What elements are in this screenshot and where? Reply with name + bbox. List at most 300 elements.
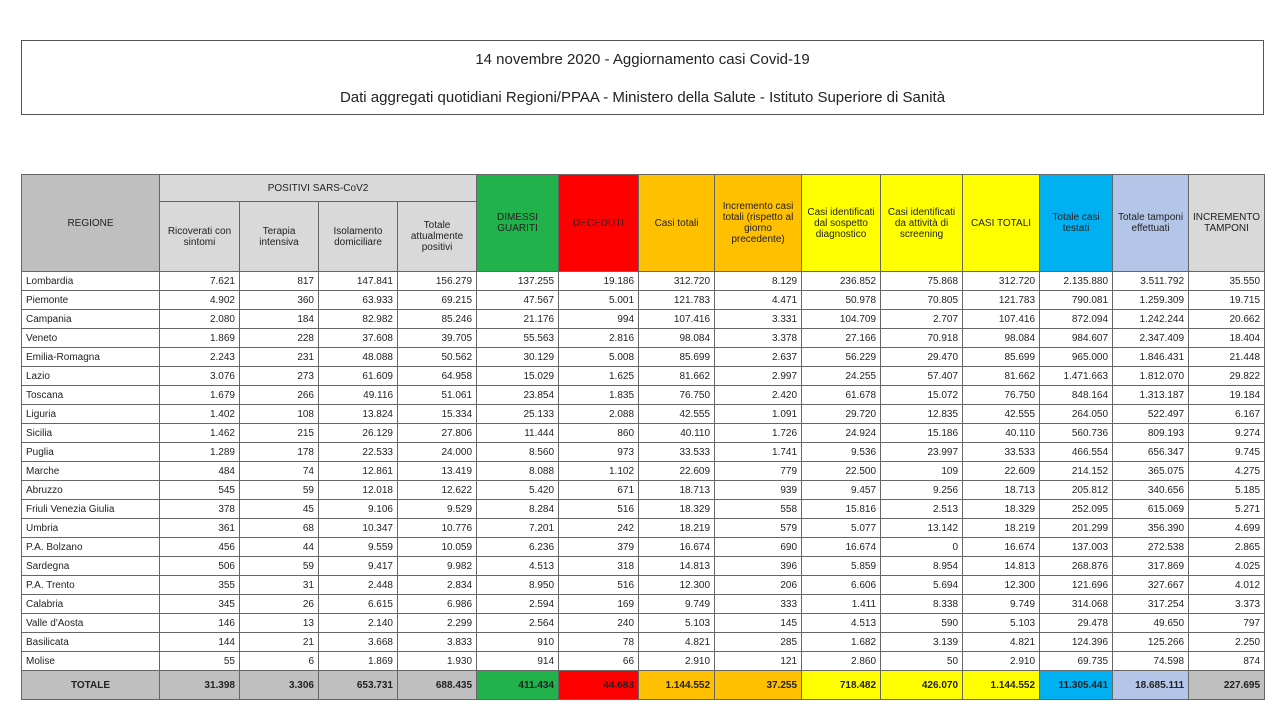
table-cell: 50.978 bbox=[802, 291, 881, 310]
table-row bbox=[22, 595, 1265, 614]
table-cell: 285 bbox=[715, 633, 802, 652]
table-cell: 70.805 bbox=[881, 291, 963, 310]
table-cell: 7.621 bbox=[160, 272, 240, 291]
region-name-cell: Piemonte bbox=[22, 291, 160, 310]
table-cell: 809.193 bbox=[1113, 424, 1189, 443]
table-cell: 121 bbox=[715, 652, 802, 671]
table-cell: 12.300 bbox=[639, 576, 715, 595]
totals-cell: 653.731 bbox=[319, 671, 398, 700]
totals-cell: 688.435 bbox=[398, 671, 477, 700]
table-cell: 15.029 bbox=[477, 367, 559, 386]
table-cell: 656.347 bbox=[1113, 443, 1189, 462]
table-cell: 2.637 bbox=[715, 348, 802, 367]
table-cell: 125.266 bbox=[1113, 633, 1189, 652]
table-cell: 12.018 bbox=[319, 481, 398, 500]
table-cell: 690 bbox=[715, 538, 802, 557]
table-cell: 18.219 bbox=[963, 519, 1040, 538]
table-cell: 9.982 bbox=[398, 557, 477, 576]
table-cell: 252.095 bbox=[1040, 500, 1113, 519]
table-cell: 994 bbox=[559, 310, 639, 329]
table-cell: 13.142 bbox=[881, 519, 963, 538]
table-cell: 272.538 bbox=[1113, 538, 1189, 557]
table-cell: 365.075 bbox=[1113, 462, 1189, 481]
table-cell: 4.699 bbox=[1189, 519, 1265, 538]
table-cell: 64.958 bbox=[398, 367, 477, 386]
totals-cell: 426.070 bbox=[881, 671, 963, 700]
table-cell: 9.559 bbox=[319, 538, 398, 557]
table-cell: 9.106 bbox=[319, 500, 398, 519]
table-cell: 266 bbox=[240, 386, 319, 405]
col-header-total-cases: Casi totali bbox=[639, 175, 715, 272]
table-cell: 2.243 bbox=[160, 348, 240, 367]
table-cell: 8.284 bbox=[477, 500, 559, 519]
table-cell: 10.059 bbox=[398, 538, 477, 557]
table-row bbox=[22, 481, 1265, 500]
table-cell: 205.812 bbox=[1040, 481, 1113, 500]
table-cell: 1.625 bbox=[559, 367, 639, 386]
table-cell: 69.735 bbox=[1040, 652, 1113, 671]
table-cell: 70.918 bbox=[881, 329, 963, 348]
table-cell: 215 bbox=[240, 424, 319, 443]
table-cell: 268.876 bbox=[1040, 557, 1113, 576]
table-cell: 466.554 bbox=[1040, 443, 1113, 462]
table-cell: 50 bbox=[881, 652, 963, 671]
table-cell: 3.833 bbox=[398, 633, 477, 652]
table-cell: 0 bbox=[881, 538, 963, 557]
table-cell: 8.338 bbox=[881, 595, 963, 614]
table-cell: 516 bbox=[559, 576, 639, 595]
table-cell: 12.622 bbox=[398, 481, 477, 500]
table-cell: 3.373 bbox=[1189, 595, 1265, 614]
table-cell: 9.749 bbox=[639, 595, 715, 614]
table-cell: 29.478 bbox=[1040, 614, 1113, 633]
table-cell: 49.650 bbox=[1113, 614, 1189, 633]
table-cell: 29.720 bbox=[802, 405, 881, 424]
table-row bbox=[22, 652, 1265, 671]
table-cell: 1.242.244 bbox=[1113, 310, 1189, 329]
table-cell: 145 bbox=[715, 614, 802, 633]
table-cell: 2.594 bbox=[477, 595, 559, 614]
totals-cell: 227.695 bbox=[1189, 671, 1265, 700]
table-cell: 516 bbox=[559, 500, 639, 519]
table-cell: 2.834 bbox=[398, 576, 477, 595]
table-row bbox=[22, 405, 1265, 424]
table-cell: 9.745 bbox=[1189, 443, 1265, 462]
table-cell: 1.091 bbox=[715, 405, 802, 424]
table-cell: 558 bbox=[715, 500, 802, 519]
table-cell: 39.705 bbox=[398, 329, 477, 348]
table-cell: 240 bbox=[559, 614, 639, 633]
table-cell: 1.869 bbox=[160, 329, 240, 348]
table-cell: 545 bbox=[160, 481, 240, 500]
table-cell: 872.094 bbox=[1040, 310, 1113, 329]
table-cell: 4.012 bbox=[1189, 576, 1265, 595]
table-cell: 5.271 bbox=[1189, 500, 1265, 519]
table-cell: 40.110 bbox=[963, 424, 1040, 443]
table-cell: 85.246 bbox=[398, 310, 477, 329]
table-cell: 44 bbox=[240, 538, 319, 557]
table-cell: 16.674 bbox=[802, 538, 881, 557]
table-cell: 5.859 bbox=[802, 557, 881, 576]
table-cell: 973 bbox=[559, 443, 639, 462]
region-name-cell: P.A. Bolzano bbox=[22, 538, 160, 557]
table-cell: 2.250 bbox=[1189, 633, 1265, 652]
table-cell: 317.869 bbox=[1113, 557, 1189, 576]
table-cell: 1.682 bbox=[802, 633, 881, 652]
table-cell: 121.696 bbox=[1040, 576, 1113, 595]
table-cell: 22.609 bbox=[639, 462, 715, 481]
table-cell: 2.299 bbox=[398, 614, 477, 633]
table-cell: 146 bbox=[160, 614, 240, 633]
region-name-cell: Valle d'Aosta bbox=[22, 614, 160, 633]
table-cell: 3.331 bbox=[715, 310, 802, 329]
col-header-home-isolation: Isolamento domiciliare bbox=[319, 202, 398, 272]
region-name-cell: Basilicata bbox=[22, 633, 160, 652]
table-cell: 109 bbox=[881, 462, 963, 481]
region-name-cell: Liguria bbox=[22, 405, 160, 424]
table-cell: 9.457 bbox=[802, 481, 881, 500]
col-header-tested: Totale casi testati bbox=[1040, 175, 1113, 272]
table-cell: 3.511.792 bbox=[1113, 272, 1189, 291]
region-name-cell: Puglia bbox=[22, 443, 160, 462]
table-cell: 14.813 bbox=[639, 557, 715, 576]
table-cell: 51.061 bbox=[398, 386, 477, 405]
table-cell: 939 bbox=[715, 481, 802, 500]
table-cell: 817 bbox=[240, 272, 319, 291]
table-cell: 242 bbox=[559, 519, 639, 538]
table-row bbox=[22, 500, 1265, 519]
report-title: 14 novembre 2020 - Aggiornamento casi Covid-19 bbox=[475, 51, 810, 68]
table-row bbox=[22, 329, 1265, 348]
table-cell: 6.606 bbox=[802, 576, 881, 595]
table-cell: 59 bbox=[240, 557, 319, 576]
report-subtitle: Dati aggregati quotidiani Regioni/PPAA - Ministero della Salute - Istituto Superiore di Sanità bbox=[339, 89, 946, 106]
table-row bbox=[22, 348, 1265, 367]
region-name-cell: Emilia-Romagna bbox=[22, 348, 160, 367]
table-cell: 2.997 bbox=[715, 367, 802, 386]
covid-regions-table bbox=[21, 174, 1265, 700]
table-cell: 5.103 bbox=[639, 614, 715, 633]
report-title-box bbox=[21, 40, 1264, 115]
table-cell: 27.806 bbox=[398, 424, 477, 443]
table-cell: 4.821 bbox=[963, 633, 1040, 652]
table-row bbox=[22, 633, 1265, 652]
table-cell: 81.662 bbox=[639, 367, 715, 386]
table-cell: 107.416 bbox=[963, 310, 1040, 329]
table-cell: 85.699 bbox=[639, 348, 715, 367]
table-cell: 68 bbox=[240, 519, 319, 538]
table-cell: 360 bbox=[240, 291, 319, 310]
table-cell: 104.709 bbox=[802, 310, 881, 329]
table-cell: 4.513 bbox=[802, 614, 881, 633]
table-cell: 579 bbox=[715, 519, 802, 538]
region-name-cell: Sicilia bbox=[22, 424, 160, 443]
table-cell: 81.662 bbox=[963, 367, 1040, 386]
table-cell: 24.924 bbox=[802, 424, 881, 443]
table-cell: 1.259.309 bbox=[1113, 291, 1189, 310]
table-cell: 4.821 bbox=[639, 633, 715, 652]
col-header-screening-cases: Casi identificati da attività di screening bbox=[881, 175, 963, 272]
table-cell: 1.869 bbox=[319, 652, 398, 671]
table-cell: 178 bbox=[240, 443, 319, 462]
table-cell: 2.860 bbox=[802, 652, 881, 671]
table-cell: 790.081 bbox=[1040, 291, 1113, 310]
table-row bbox=[22, 519, 1265, 538]
region-name-cell: Calabria bbox=[22, 595, 160, 614]
col-header-hospitalized: Ricoverati con sintomi bbox=[160, 202, 240, 272]
col-header-case-increase: Incremento casi totali (rispetto al giorno precedente) bbox=[715, 175, 802, 272]
table-row bbox=[22, 576, 1265, 595]
table-cell: 3.139 bbox=[881, 633, 963, 652]
table-cell: 5.103 bbox=[963, 614, 1040, 633]
table-cell: 910 bbox=[477, 633, 559, 652]
table-cell: 26 bbox=[240, 595, 319, 614]
col-header-current-positives: Totale attualmente positivi bbox=[398, 202, 477, 272]
table-cell: 18.219 bbox=[639, 519, 715, 538]
table-cell: 15.334 bbox=[398, 405, 477, 424]
col-header-intensive-care: Terapia intensiva bbox=[240, 202, 319, 272]
table-cell: 10.776 bbox=[398, 519, 477, 538]
region-name-cell: Marche bbox=[22, 462, 160, 481]
totals-label: TOTALE bbox=[22, 671, 160, 700]
region-name-cell: Toscana bbox=[22, 386, 160, 405]
table-cell: 2.910 bbox=[639, 652, 715, 671]
totals-cell: 44.683 bbox=[559, 671, 639, 700]
table-cell: 121.783 bbox=[963, 291, 1040, 310]
table-cell: 13.419 bbox=[398, 462, 477, 481]
positives-group-header: POSITIVI SARS-CoV2 bbox=[160, 175, 477, 202]
table-cell: 5.185 bbox=[1189, 481, 1265, 500]
table-cell: 108 bbox=[240, 405, 319, 424]
region-name-cell: P.A. Trento bbox=[22, 576, 160, 595]
table-cell: 2.816 bbox=[559, 329, 639, 348]
table-cell: 13 bbox=[240, 614, 319, 633]
table-cell: 797 bbox=[1189, 614, 1265, 633]
table-cell: 5.008 bbox=[559, 348, 639, 367]
table-cell: 264.050 bbox=[1040, 405, 1113, 424]
table-cell: 206 bbox=[715, 576, 802, 595]
table-cell: 147.841 bbox=[319, 272, 398, 291]
totals-cell: 31.398 bbox=[160, 671, 240, 700]
table-cell: 1.402 bbox=[160, 405, 240, 424]
table-cell: 333 bbox=[715, 595, 802, 614]
table-cell: 6.986 bbox=[398, 595, 477, 614]
table-cell: 5.001 bbox=[559, 291, 639, 310]
table-cell: 24.255 bbox=[802, 367, 881, 386]
table-cell: 9.256 bbox=[881, 481, 963, 500]
table-cell: 31 bbox=[240, 576, 319, 595]
table-cell: 1.741 bbox=[715, 443, 802, 462]
table-cell: 273 bbox=[240, 367, 319, 386]
table-row bbox=[22, 367, 1265, 386]
table-cell: 8.129 bbox=[715, 272, 802, 291]
table-cell: 1.289 bbox=[160, 443, 240, 462]
table-cell: 137.255 bbox=[477, 272, 559, 291]
table-cell: 506 bbox=[160, 557, 240, 576]
table-cell: 144 bbox=[160, 633, 240, 652]
table-cell: 61.678 bbox=[802, 386, 881, 405]
table-cell: 85.699 bbox=[963, 348, 1040, 367]
table-cell: 137.003 bbox=[1040, 538, 1113, 557]
table-cell: 2.088 bbox=[559, 405, 639, 424]
table-cell: 24.000 bbox=[398, 443, 477, 462]
table-cell: 61.609 bbox=[319, 367, 398, 386]
table-cell: 98.084 bbox=[963, 329, 1040, 348]
table-cell: 35.550 bbox=[1189, 272, 1265, 291]
table-cell: 57.407 bbox=[881, 367, 963, 386]
table-cell: 1.679 bbox=[160, 386, 240, 405]
region-name-cell: Campania bbox=[22, 310, 160, 329]
table-cell: 56.229 bbox=[802, 348, 881, 367]
table-row bbox=[22, 538, 1265, 557]
table-cell: 356.390 bbox=[1113, 519, 1189, 538]
table-cell: 18.404 bbox=[1189, 329, 1265, 348]
table-cell: 23.997 bbox=[881, 443, 963, 462]
totals-cell: 718.482 bbox=[802, 671, 881, 700]
table-cell: 76.750 bbox=[963, 386, 1040, 405]
table-cell: 82.982 bbox=[319, 310, 398, 329]
table-cell: 107.416 bbox=[639, 310, 715, 329]
totals-row bbox=[22, 671, 1265, 700]
table-cell: 228 bbox=[240, 329, 319, 348]
table-cell: 33.533 bbox=[963, 443, 1040, 462]
table-cell: 18.329 bbox=[639, 500, 715, 519]
table-cell: 49.116 bbox=[319, 386, 398, 405]
table-cell: 3.076 bbox=[160, 367, 240, 386]
table-cell: 78 bbox=[559, 633, 639, 652]
table-cell: 22.500 bbox=[802, 462, 881, 481]
table-cell: 74.598 bbox=[1113, 652, 1189, 671]
table-cell: 2.135.880 bbox=[1040, 272, 1113, 291]
table-cell: 1.835 bbox=[559, 386, 639, 405]
table-row bbox=[22, 557, 1265, 576]
table-cell: 5.694 bbox=[881, 576, 963, 595]
table-cell: 314.068 bbox=[1040, 595, 1113, 614]
table-cell: 1.812.070 bbox=[1113, 367, 1189, 386]
table-cell: 2.420 bbox=[715, 386, 802, 405]
region-name-cell: Molise bbox=[22, 652, 160, 671]
table-row bbox=[22, 291, 1265, 310]
table-cell: 340.656 bbox=[1113, 481, 1189, 500]
table-cell: 1.846.431 bbox=[1113, 348, 1189, 367]
table-cell: 29.470 bbox=[881, 348, 963, 367]
table-cell: 6 bbox=[240, 652, 319, 671]
table-cell: 396 bbox=[715, 557, 802, 576]
table-cell: 15.072 bbox=[881, 386, 963, 405]
table-row bbox=[22, 614, 1265, 633]
table-cell: 14.813 bbox=[963, 557, 1040, 576]
table-cell: 22.609 bbox=[963, 462, 1040, 481]
table-cell: 33.533 bbox=[639, 443, 715, 462]
region-name-cell: Lombardia bbox=[22, 272, 160, 291]
table-cell: 98.084 bbox=[639, 329, 715, 348]
table-cell: 2.513 bbox=[881, 500, 963, 519]
table-cell: 6.167 bbox=[1189, 405, 1265, 424]
table-cell: 184 bbox=[240, 310, 319, 329]
table-cell: 4.471 bbox=[715, 291, 802, 310]
table-cell: 1.726 bbox=[715, 424, 802, 443]
table-row bbox=[22, 424, 1265, 443]
table-cell: 231 bbox=[240, 348, 319, 367]
table-row bbox=[22, 386, 1265, 405]
col-header-swabs: Totale tamponi effettuati bbox=[1113, 175, 1189, 272]
table-cell: 27.166 bbox=[802, 329, 881, 348]
table-cell: 2.564 bbox=[477, 614, 559, 633]
table-cell: 201.299 bbox=[1040, 519, 1113, 538]
table-cell: 2.910 bbox=[963, 652, 1040, 671]
table-cell: 1.462 bbox=[160, 424, 240, 443]
table-cell: 16.674 bbox=[963, 538, 1040, 557]
table-cell: 8.560 bbox=[477, 443, 559, 462]
table-cell: 169 bbox=[559, 595, 639, 614]
table-cell: 4.902 bbox=[160, 291, 240, 310]
table-cell: 456 bbox=[160, 538, 240, 557]
table-cell: 63.933 bbox=[319, 291, 398, 310]
table-cell: 914 bbox=[477, 652, 559, 671]
table-cell: 2.448 bbox=[319, 576, 398, 595]
table-cell: 19.186 bbox=[559, 272, 639, 291]
col-header-all-cases: CASI TOTALI bbox=[963, 175, 1040, 272]
table-cell: 55.563 bbox=[477, 329, 559, 348]
totals-cell: 1.144.552 bbox=[963, 671, 1040, 700]
table-cell: 47.567 bbox=[477, 291, 559, 310]
table-cell: 22.533 bbox=[319, 443, 398, 462]
table-row bbox=[22, 462, 1265, 481]
table-cell: 6.236 bbox=[477, 538, 559, 557]
table-cell: 45 bbox=[240, 500, 319, 519]
table-cell: 984.607 bbox=[1040, 329, 1113, 348]
table-cell: 156.279 bbox=[398, 272, 477, 291]
table-cell: 75.868 bbox=[881, 272, 963, 291]
table-cell: 121.783 bbox=[639, 291, 715, 310]
table-cell: 25.133 bbox=[477, 405, 559, 424]
table-cell: 13.824 bbox=[319, 405, 398, 424]
table-cell: 26.129 bbox=[319, 424, 398, 443]
table-cell: 236.852 bbox=[802, 272, 881, 291]
table-cell: 4.275 bbox=[1189, 462, 1265, 481]
table-cell: 29.822 bbox=[1189, 367, 1265, 386]
totals-cell: 411.434 bbox=[477, 671, 559, 700]
table-cell: 1.313.187 bbox=[1113, 386, 1189, 405]
region-column-header: REGIONE bbox=[22, 175, 160, 272]
table-cell: 671 bbox=[559, 481, 639, 500]
table-cell: 965.000 bbox=[1040, 348, 1113, 367]
table-cell: 20.662 bbox=[1189, 310, 1265, 329]
table-cell: 8.088 bbox=[477, 462, 559, 481]
table-cell: 484 bbox=[160, 462, 240, 481]
table-cell: 848.164 bbox=[1040, 386, 1113, 405]
table-cell: 2.080 bbox=[160, 310, 240, 329]
table-cell: 30.129 bbox=[477, 348, 559, 367]
table-cell: 2.707 bbox=[881, 310, 963, 329]
table-cell: 379 bbox=[559, 538, 639, 557]
totals-cell: 18.685.111 bbox=[1113, 671, 1189, 700]
table-cell: 18.329 bbox=[963, 500, 1040, 519]
table-cell: 12.861 bbox=[319, 462, 398, 481]
table-cell: 9.749 bbox=[963, 595, 1040, 614]
table-cell: 9.417 bbox=[319, 557, 398, 576]
table-cell: 874 bbox=[1189, 652, 1265, 671]
table-cell: 21.448 bbox=[1189, 348, 1265, 367]
table-cell: 4.513 bbox=[477, 557, 559, 576]
table-cell: 21 bbox=[240, 633, 319, 652]
table-cell: 345 bbox=[160, 595, 240, 614]
table-cell: 15.186 bbox=[881, 424, 963, 443]
table-cell: 10.347 bbox=[319, 519, 398, 538]
table-cell: 312.720 bbox=[639, 272, 715, 291]
table-cell: 318 bbox=[559, 557, 639, 576]
table-cell: 59 bbox=[240, 481, 319, 500]
